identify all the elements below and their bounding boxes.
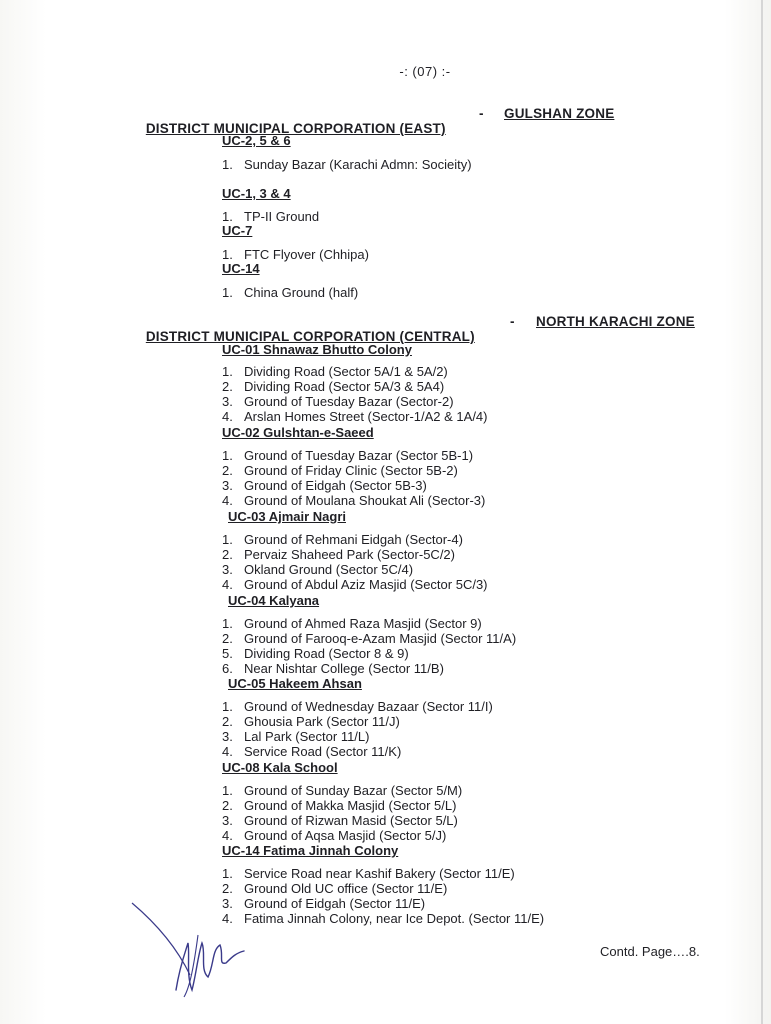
item-number: 3. xyxy=(222,729,233,744)
list-item xyxy=(222,493,485,508)
uc-heading: UC-1, 3 & 4 xyxy=(222,186,291,201)
page-edge xyxy=(761,0,763,1024)
item-number: 1. xyxy=(222,364,233,379)
item-number: 4. xyxy=(222,828,233,843)
item-text: Pervaiz Shaheed Park (Sector-5C/2) xyxy=(244,547,455,562)
item-text: Near Nishtar College (Sector 11/B) xyxy=(244,661,444,676)
item-number: 2. xyxy=(222,379,233,394)
item-number: 4. xyxy=(222,409,233,424)
item-number: 2. xyxy=(222,463,233,478)
list-item xyxy=(222,448,473,463)
item-text: Ground of Sunday Bazar (Sector 5/M) xyxy=(244,783,463,798)
item-number: 1. xyxy=(222,285,233,300)
item-text: Arslan Homes Street (Sector-1/A2 & 1A/4) xyxy=(244,409,488,424)
list-item xyxy=(222,379,444,394)
item-number: 1. xyxy=(222,616,233,631)
item-number: 1. xyxy=(222,783,233,798)
list-item xyxy=(222,577,488,592)
item-text: Service Road (Sector 11/K) xyxy=(244,744,402,759)
item-text: Ground of Friday Clinic (Sector 5B-2) xyxy=(244,463,458,478)
list-item xyxy=(222,463,458,478)
list-item xyxy=(222,881,447,896)
list-item xyxy=(222,409,487,424)
list-item xyxy=(222,866,515,881)
item-number: 1. xyxy=(222,448,233,463)
item-number: 2. xyxy=(222,881,233,896)
uc-heading: UC-7 xyxy=(222,223,253,238)
item-number: 4. xyxy=(222,744,233,759)
continued-note: Contd. Page….8. xyxy=(600,944,700,959)
page-number: -: (07) :- xyxy=(399,64,451,79)
item-number: 4. xyxy=(222,493,233,508)
list-item xyxy=(222,646,409,661)
item-number: 3. xyxy=(222,394,233,409)
item-text: Ground of Farooq-e-Azam Masjid (Sector 11/A) xyxy=(244,631,517,646)
district-central-dash: - xyxy=(510,314,515,329)
item-text: Ground of Moulana Shoukat Ali (Sector-3) xyxy=(244,493,486,508)
district-east-zone: GULSHAN ZONE xyxy=(504,106,615,121)
district-east-dash: - xyxy=(479,106,484,121)
item-text: Ground of Wednesday Bazaar (Sector 11/I) xyxy=(244,699,493,714)
item-number: 2. xyxy=(222,798,233,813)
list-item xyxy=(222,631,516,646)
item-text: China Ground (half) xyxy=(244,285,359,300)
item-text: Ground of Makka Masjid (Sector 5/L) xyxy=(244,798,457,813)
list-item xyxy=(222,247,369,262)
list-item xyxy=(222,364,448,379)
item-text: Ground of Eidgah (Sector 5B-3) xyxy=(244,478,427,493)
item-text: Ground of Aqsa Masjid (Sector 5/J) xyxy=(244,828,447,843)
item-number: 1. xyxy=(222,247,233,262)
item-text: Dividing Road (Sector 8 & 9) xyxy=(244,646,409,661)
uc-heading: UC-04 Kalyana xyxy=(228,593,320,608)
item-text: Lal Park (Sector 11/L) xyxy=(244,729,370,744)
list-item xyxy=(222,616,482,631)
item-number: 4. xyxy=(222,911,233,926)
item-text: Ground of Tuesday Bazar (Sector-2) xyxy=(244,394,454,409)
item-text: Service Road near Kashif Bakery (Sector 11/E) xyxy=(244,866,515,881)
item-number: 3. xyxy=(222,896,233,911)
item-text: Ground of Abdul Aziz Masjid (Sector 5C/3) xyxy=(244,577,488,592)
list-item xyxy=(222,828,446,843)
list-item xyxy=(222,547,455,562)
item-text: Ground Old UC office (Sector 11/E) xyxy=(244,881,448,896)
uc-heading: UC-14 xyxy=(222,261,260,276)
list-item xyxy=(222,798,456,813)
uc-heading: UC-05 Hakeem Ahsan xyxy=(228,676,362,691)
item-text: Ghousia Park (Sector 11/J) xyxy=(244,714,400,729)
list-item xyxy=(222,729,369,744)
list-item xyxy=(222,813,458,828)
list-item xyxy=(222,478,427,493)
district-central-zone: NORTH KARACHI ZONE xyxy=(536,314,695,329)
item-number: 5. xyxy=(222,646,233,661)
item-text: Ground of Tuesday Bazar (Sector 5B-1) xyxy=(244,448,474,463)
item-text: Ground of Rizwan Masid (Sector 5/L) xyxy=(244,813,458,828)
list-item xyxy=(222,209,319,224)
list-item xyxy=(222,532,463,547)
list-item xyxy=(222,661,444,676)
item-text: Ground of Eidgah (Sector 11/E) xyxy=(244,896,426,911)
item-number: 2. xyxy=(222,631,233,646)
item-text: FTC Flyover (Chhipa) xyxy=(244,247,369,262)
list-item xyxy=(222,783,462,798)
list-item xyxy=(222,285,358,300)
item-text: Okland Ground (Sector 5C/4) xyxy=(244,562,414,577)
list-item xyxy=(222,911,544,926)
item-number: 1. xyxy=(222,157,233,172)
item-text: Ground of Rehmani Eidgah (Sector-4) xyxy=(244,532,463,547)
item-number: 3. xyxy=(222,562,233,577)
district-east-title: DISTRICT MUNICIPAL CORPORATION (EAST) xyxy=(145,121,446,136)
item-number: 2. xyxy=(222,714,233,729)
item-text: TP-II Ground xyxy=(244,209,320,224)
uc-heading: UC-02 Gulshtan-e-Saeed xyxy=(222,425,374,440)
item-number: 1. xyxy=(222,532,233,547)
uc-heading: UC-2, 5 & 6 xyxy=(222,133,291,148)
list-item xyxy=(222,699,493,714)
list-item xyxy=(222,744,401,759)
district-central-title: DISTRICT MUNICIPAL CORPORATION (CENTRAL) xyxy=(145,329,475,344)
list-item xyxy=(222,562,413,577)
item-text: Fatima Jinnah Colony, near Ice Depot. (Sector 11/E) xyxy=(244,911,545,926)
item-text: Dividing Road (Sector 5A/3 & 5A4) xyxy=(244,379,445,394)
list-item xyxy=(222,157,472,172)
signature-icon xyxy=(128,895,258,1005)
item-number: 3. xyxy=(222,478,233,493)
item-text: Sunday Bazar (Karachi Admn: Socieity) xyxy=(244,157,472,172)
item-number: 4. xyxy=(222,577,233,592)
item-number: 1. xyxy=(222,209,233,224)
item-text: Dividing Road (Sector 5A/1 & 5A/2) xyxy=(244,364,448,379)
list-item xyxy=(222,714,400,729)
list-item xyxy=(222,394,454,409)
uc-heading: UC-08 Kala School xyxy=(222,760,338,775)
item-text: Ground of Ahmed Raza Masjid (Sector 9) xyxy=(244,616,482,631)
item-number: 1. xyxy=(222,699,233,714)
item-number: 6. xyxy=(222,661,233,676)
item-number: 3. xyxy=(222,813,233,828)
uc-heading: UC-03 Ajmair Nagri xyxy=(228,509,346,524)
item-number: 1. xyxy=(222,866,233,881)
uc-heading: UC-14 Fatima Jinnah Colony xyxy=(222,843,399,858)
uc-heading: UC-01 Shnawaz Bhutto Colony xyxy=(222,342,412,357)
item-number: 2. xyxy=(222,547,233,562)
